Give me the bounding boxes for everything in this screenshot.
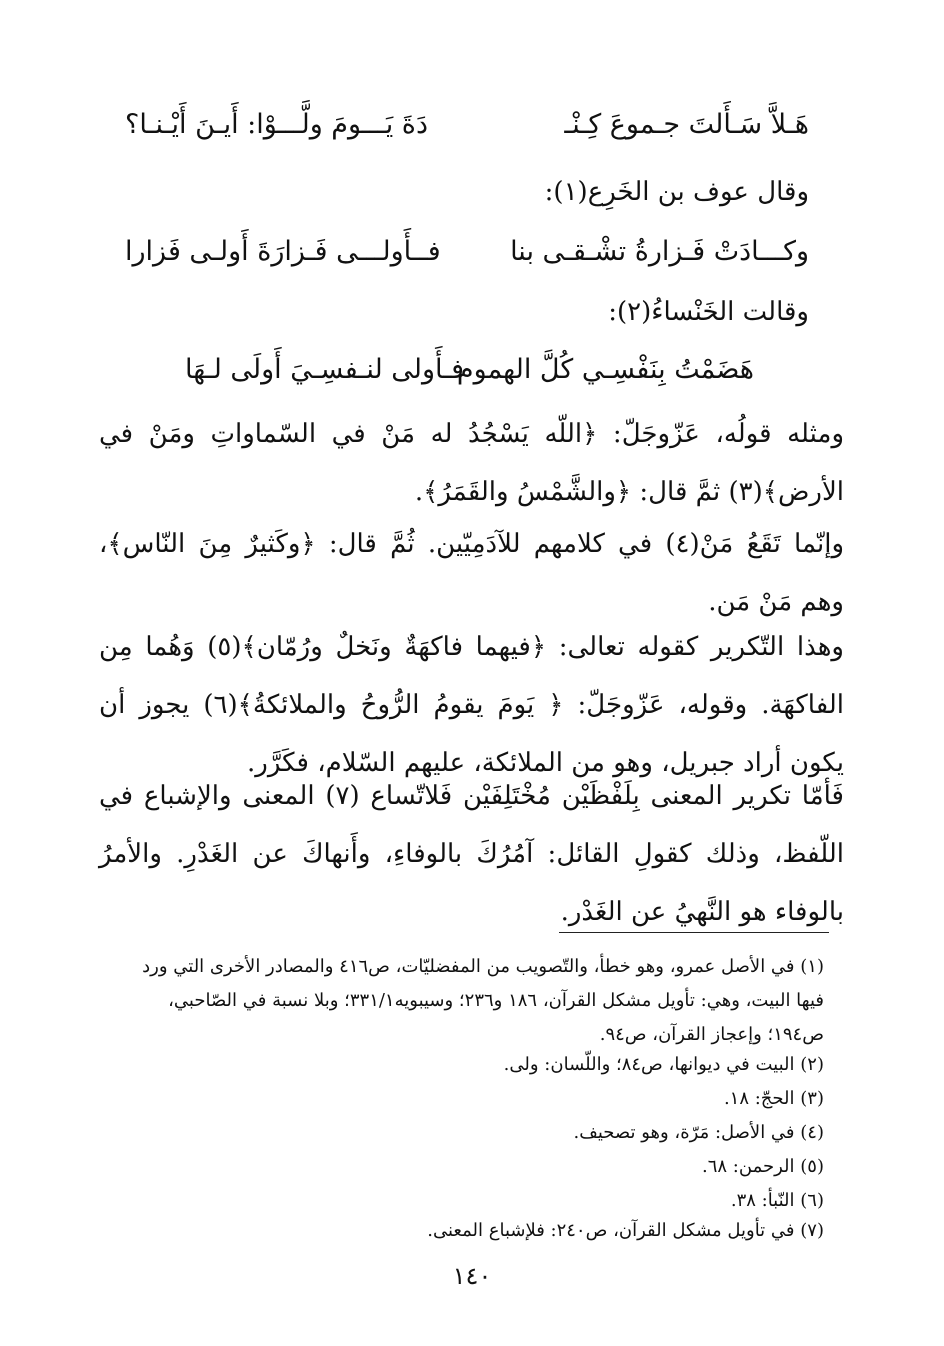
footnote-3-text: الحجّ: ١٨. (723, 1088, 795, 1109)
paragraph-3: وهذا التّكرير كقوله تعالى: ﴿فيهما فاكهَةٌ ونَخلٌ ورُمّان﴾(٥) وَهُما مِن الفاكهَة. وقوله، عَزّوجَلّ: ﴿ يَومَ يقومُ الرُّوحُ والملائكةُ﴾(٦) يجوز أن يكون أراد جبريل، وهو من الملائكة، عليهم السّلام، فكَرَّر. (99, 632, 844, 778)
footnote-6-text: النّبأ: ٣٨. (730, 1190, 795, 1211)
footnote-2 (109, 1048, 824, 1082)
footnote-1-text: في الأصل عمرو، وهو خطأ، والتّصويب من المفضليّات، ص٤١٦ والمصادر الأخرى التي ورد فيها البيت، وهي: تأويل مشكل القرآن، ١٨٦ و٢٣٦؛ وسيبويه٣٣١/١؛ وبلا نسبة في الصّاحبي، ص١٩٤؛ وإعجاز القرآن، ص٩٤. (142, 956, 824, 1045)
verse-3-second-hemistich: فـأَولى لنـفسِـيَ أَولَى لـهَا (185, 354, 465, 385)
verse-2-second-hemistich: فــأَولـــى فَـزارَةَ أَولـى فَزارا (125, 236, 441, 267)
intro-khansa: وقالت الخَنْساءُ(٢): (608, 297, 809, 327)
footnote-3 (109, 1082, 824, 1116)
footnote-4-text: في الأصل: مَرّة، وهو تصحيف. (573, 1122, 795, 1143)
footnote-5-text: الرحمن: ٦٨. (702, 1156, 795, 1177)
verse-1-second-hemistich: دَةَ يَـــومَ ولَّـــوْا: أَيـنَ أَيْـنـا؟ (125, 109, 428, 140)
footnote-7-text: في تأويل مشكل القرآن، ص٢٤٠: فلإشباع المعنى. (427, 1220, 795, 1241)
footnote-1-number: (١) (800, 956, 824, 977)
footnote-6 (109, 1184, 824, 1218)
footnote-6-number: (٦) (800, 1190, 824, 1211)
footnote-7 (109, 1214, 824, 1248)
footnote-2-number: (٢) (800, 1054, 824, 1075)
footnote-4 (109, 1116, 824, 1150)
intro-awf: وقال عوف بن الخَرِع(١): (544, 177, 809, 207)
verse-3-first-hemistich: هَضَمْتُ بِنَفْسِـي كُلَّ الهموم (456, 354, 754, 385)
footnote-4-number: (٤) (800, 1122, 824, 1143)
footnote-3-number: (٣) (800, 1088, 824, 1109)
footnote-1 (109, 950, 824, 1052)
footnote-2-text: البيت في ديوانها، ص٨٤؛ واللّسان: ولى. (503, 1054, 795, 1075)
paragraph-1: ومثله قولُه، عَزّوجَلّ: ﴿اللّه يَسْجُدُ له مَنْ في السّماواتِ ومَنْ في الأرض﴾(٣) ثمَّ قال: ﴿والشَّمْسُ والقَمَرُ﴾. (99, 419, 844, 507)
paragraph-2: وإنّما تَقَعُ مَنْ(٤) في كلامهم للآدَمِيّين. ثُمَّ قال: ﴿وكَثيرٌ مِنَ النّاس﴾، وهم مَنْ مَن. (99, 529, 844, 617)
footnote-5-number: (٥) (800, 1156, 824, 1177)
footnote-7-number: (٧) (800, 1220, 824, 1241)
page-number: ١٤٠ (452, 1262, 492, 1290)
footnote-separator (559, 932, 829, 933)
verse-2-first-hemistich: وكـــادَتْ فَـزارةُ تشْـقـى بنا (510, 236, 809, 267)
paragraph-4: فَأمّا تكرير المعنى بِلَفْظَيْن مُخْتَلِفَيْن فَلاتّساع (٧) المعنى والإشباع في اللّفظ، وذلك كقولِ القائل: آمُرُكَ بالوفاءِ، وأَنهاكَ عن الغَدْرِ. والأمرُ بالوفاء هو النَّهيُ عن الغَدْر. (99, 781, 844, 927)
footnote-5 (109, 1150, 824, 1184)
verse-1-first-hemistich: هَـلاَّ سَـأَلتَ جـموعَ كِـنْـ (564, 109, 809, 140)
